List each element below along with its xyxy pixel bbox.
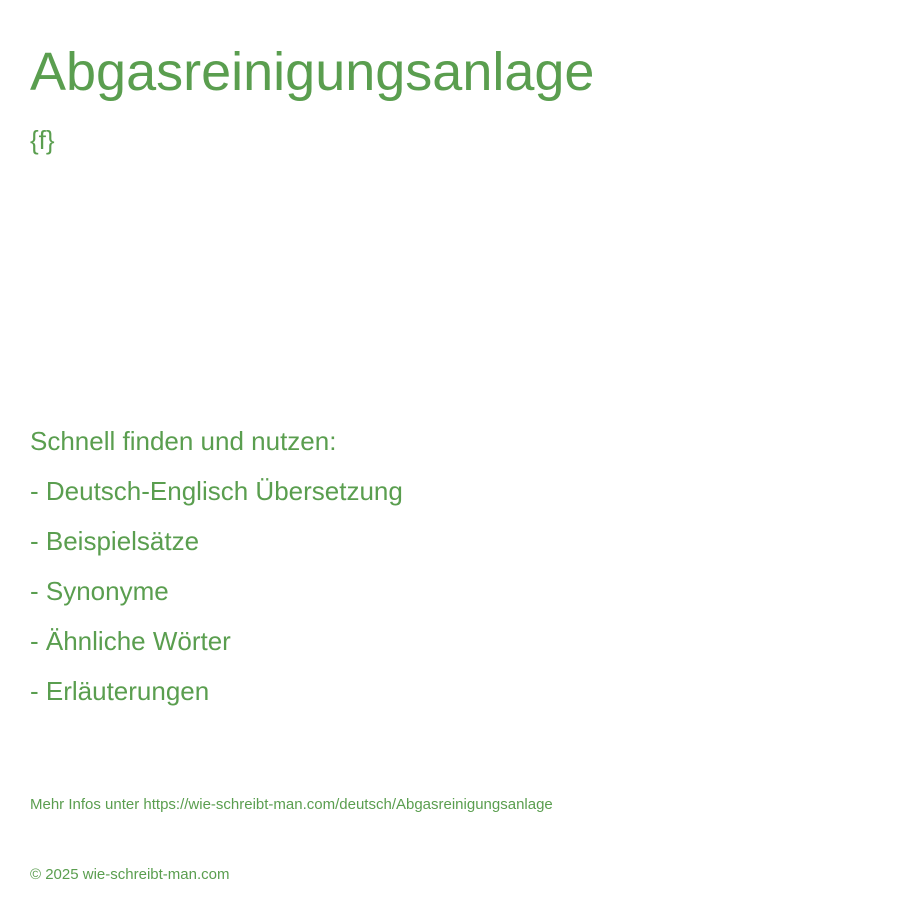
- more-info-line: Mehr Infos unter https://wie-schreibt-man.com/deutsch/Abgasreinigungsanlage: [30, 796, 553, 813]
- copyright-notice: © 2025 wie-schreibt-man.com: [30, 866, 230, 883]
- feature-item-example-sentences: - Beispielsätze: [30, 526, 200, 556]
- features-list: [30, 474, 403, 724]
- features-heading: Schnell finden und nutzen:: [30, 426, 337, 456]
- feature-item-similar-words: - Ähnliche Wörter: [30, 626, 231, 656]
- feature-item-explanations: - Erläuterungen: [30, 676, 210, 706]
- feature-item-synonyms: - Synonyme: [30, 576, 169, 606]
- gender-label: {f}: [30, 125, 55, 155]
- feature-item-translation: - Deutsch-Englisch Übersetzung: [30, 476, 403, 506]
- page-title: Abgasreinigungsanlage: [30, 42, 595, 102]
